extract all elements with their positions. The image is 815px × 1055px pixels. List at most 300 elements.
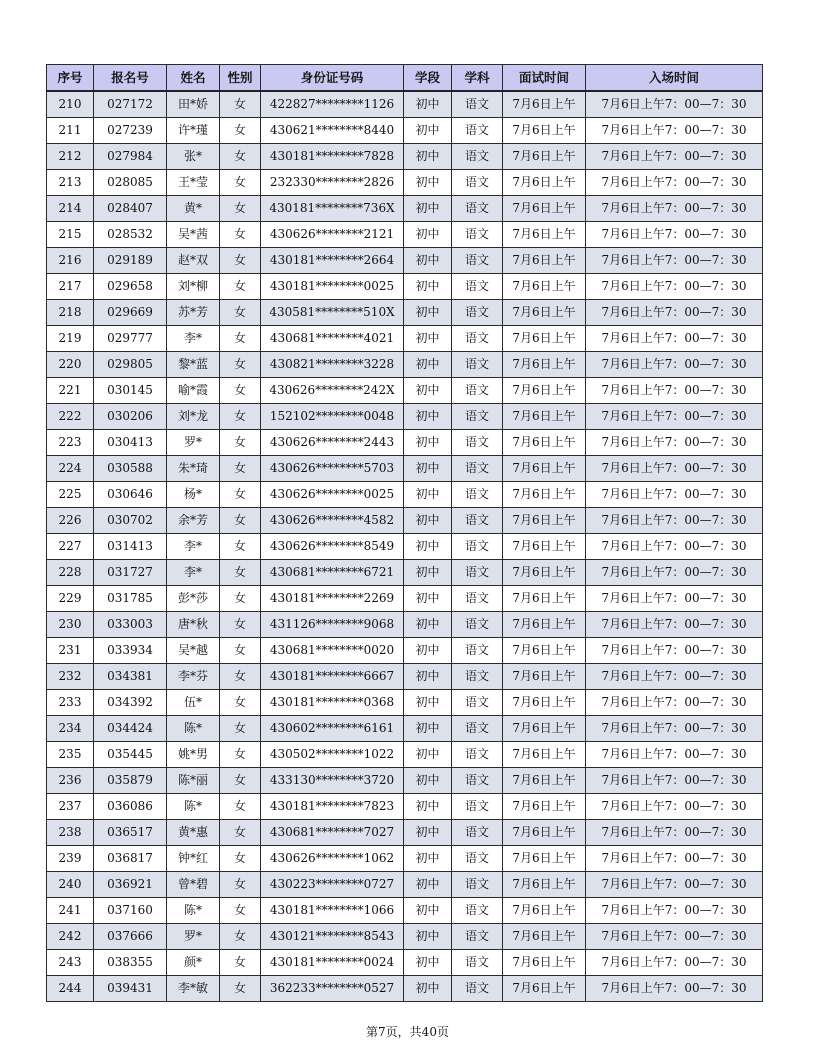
entry-time-cell: 7月6日上午7：00—7：30: [586, 638, 763, 664]
subject-cell: 语文: [452, 274, 503, 300]
entry-time-cell: 7月6日上午7：00—7：30: [586, 91, 763, 118]
gender-cell: 女: [220, 508, 261, 534]
name-cell: 喻*霞: [167, 378, 220, 404]
interview-time-cell: 7月6日上午: [503, 430, 586, 456]
table-row: [47, 144, 763, 170]
seq-cell: 235: [47, 742, 94, 768]
entry-time-cell: 7月6日上午7：00—7：30: [586, 144, 763, 170]
gender-cell: 女: [220, 326, 261, 352]
name-cell: 田*娇: [167, 91, 220, 118]
header-id-number: 身份证号码: [261, 65, 404, 92]
gender-cell: 女: [220, 586, 261, 612]
stage-cell: 初中: [404, 560, 452, 586]
table-header: [47, 65, 763, 92]
table-row: [47, 924, 763, 950]
seq-cell: 224: [47, 456, 94, 482]
name-cell: 姚*男: [167, 742, 220, 768]
stage-cell: 初中: [404, 716, 452, 742]
name-cell: 赵*双: [167, 248, 220, 274]
header-seq: 序号: [47, 65, 94, 92]
gender-cell: 女: [220, 404, 261, 430]
entry-time-cell: 7月6日上午7：00—7：30: [586, 898, 763, 924]
entry-time-cell: 7月6日上午7：00—7：30: [586, 300, 763, 326]
gender-cell: 女: [220, 924, 261, 950]
interview-time-cell: 7月6日上午: [503, 170, 586, 196]
name-cell: 陈*: [167, 898, 220, 924]
id-number-cell: 430681********6721: [261, 560, 404, 586]
reg-no-cell: 029669: [94, 300, 167, 326]
seq-cell: 214: [47, 196, 94, 222]
reg-no-cell: 037666: [94, 924, 167, 950]
name-cell: 李*: [167, 560, 220, 586]
stage-cell: 初中: [404, 118, 452, 144]
interview-time-cell: 7月6日上午: [503, 976, 586, 1002]
subject-cell: 语文: [452, 846, 503, 872]
interview-time-cell: 7月6日上午: [503, 482, 586, 508]
stage-cell: 初中: [404, 742, 452, 768]
interview-time-cell: 7月6日上午: [503, 846, 586, 872]
name-cell: 伍*: [167, 690, 220, 716]
reg-no-cell: 034381: [94, 664, 167, 690]
seq-cell: 211: [47, 118, 94, 144]
reg-no-cell: 036086: [94, 794, 167, 820]
seq-cell: 236: [47, 768, 94, 794]
gender-cell: 女: [220, 976, 261, 1002]
interview-time-cell: 7月6日上午: [503, 508, 586, 534]
reg-no-cell: 031785: [94, 586, 167, 612]
seq-cell: 244: [47, 976, 94, 1002]
seq-cell: 219: [47, 326, 94, 352]
interview-time-cell: 7月6日上午: [503, 118, 586, 144]
table-row: [47, 690, 763, 716]
table-row: [47, 248, 763, 274]
gender-cell: 女: [220, 91, 261, 118]
table-row: [47, 768, 763, 794]
reg-no-cell: 027172: [94, 91, 167, 118]
id-number-cell: 430626********0025: [261, 482, 404, 508]
interview-time-cell: 7月6日上午: [503, 222, 586, 248]
header-interview-time: 面试时间: [503, 65, 586, 92]
stage-cell: 初中: [404, 222, 452, 248]
subject-cell: 语文: [452, 248, 503, 274]
gender-cell: 女: [220, 768, 261, 794]
name-cell: 苏*芳: [167, 300, 220, 326]
stage-cell: 初中: [404, 248, 452, 274]
subject-cell: 语文: [452, 924, 503, 950]
seq-cell: 234: [47, 716, 94, 742]
seq-cell: 237: [47, 794, 94, 820]
id-number-cell: 431126********9068: [261, 612, 404, 638]
interview-time-cell: 7月6日上午: [503, 248, 586, 274]
gender-cell: 女: [220, 144, 261, 170]
table-body: [47, 91, 763, 1002]
seq-cell: 215: [47, 222, 94, 248]
candidate-roster-table: [46, 64, 763, 1002]
header-reg-no: 报名号: [94, 65, 167, 92]
reg-no-cell: 034424: [94, 716, 167, 742]
reg-no-cell: 029658: [94, 274, 167, 300]
subject-cell: 语文: [452, 534, 503, 560]
interview-time-cell: 7月6日上午: [503, 820, 586, 846]
table-row: [47, 664, 763, 690]
id-number-cell: 430181********2664: [261, 248, 404, 274]
entry-time-cell: 7月6日上午7：00—7：30: [586, 378, 763, 404]
id-number-cell: 430626********5703: [261, 456, 404, 482]
entry-time-cell: 7月6日上午7：00—7：30: [586, 872, 763, 898]
id-number-cell: 430181********0368: [261, 690, 404, 716]
id-number-cell: 430602********6161: [261, 716, 404, 742]
entry-time-cell: 7月6日上午7：00—7：30: [586, 690, 763, 716]
subject-cell: 语文: [452, 690, 503, 716]
name-cell: 黎*蓝: [167, 352, 220, 378]
gender-cell: 女: [220, 274, 261, 300]
table-row: [47, 950, 763, 976]
gender-cell: 女: [220, 378, 261, 404]
gender-cell: 女: [220, 846, 261, 872]
reg-no-cell: 037160: [94, 898, 167, 924]
reg-no-cell: 028407: [94, 196, 167, 222]
reg-no-cell: 033934: [94, 638, 167, 664]
interview-time-cell: 7月6日上午: [503, 378, 586, 404]
gender-cell: 女: [220, 196, 261, 222]
stage-cell: 初中: [404, 586, 452, 612]
table-row: [47, 170, 763, 196]
subject-cell: 语文: [452, 196, 503, 222]
entry-time-cell: 7月6日上午7：00—7：30: [586, 976, 763, 1002]
subject-cell: 语文: [452, 664, 503, 690]
table-row: [47, 872, 763, 898]
stage-cell: 初中: [404, 794, 452, 820]
seq-cell: 210: [47, 91, 94, 118]
interview-time-cell: 7月6日上午: [503, 274, 586, 300]
name-cell: 黄*: [167, 196, 220, 222]
stage-cell: 初中: [404, 170, 452, 196]
subject-cell: 语文: [452, 118, 503, 144]
stage-cell: 初中: [404, 664, 452, 690]
table-row: [47, 586, 763, 612]
name-cell: 张*: [167, 144, 220, 170]
interview-time-cell: 7月6日上午: [503, 768, 586, 794]
seq-cell: 216: [47, 248, 94, 274]
interview-time-cell: 7月6日上午: [503, 456, 586, 482]
subject-cell: 语文: [452, 404, 503, 430]
entry-time-cell: 7月6日上午7：00—7：30: [586, 248, 763, 274]
stage-cell: 初中: [404, 690, 452, 716]
reg-no-cell: 029189: [94, 248, 167, 274]
stage-cell: 初中: [404, 846, 452, 872]
gender-cell: 女: [220, 820, 261, 846]
name-cell: 陈*: [167, 716, 220, 742]
id-number-cell: 430681********4021: [261, 326, 404, 352]
interview-time-cell: 7月6日上午: [503, 300, 586, 326]
id-number-cell: 430121********8543: [261, 924, 404, 950]
gender-cell: 女: [220, 560, 261, 586]
gender-cell: 女: [220, 690, 261, 716]
interview-time-cell: 7月6日上午: [503, 716, 586, 742]
seq-cell: 228: [47, 560, 94, 586]
id-number-cell: 430581********510X: [261, 300, 404, 326]
name-cell: 杨*: [167, 482, 220, 508]
table-row: [47, 404, 763, 430]
table-row: [47, 118, 763, 144]
reg-no-cell: 029805: [94, 352, 167, 378]
subject-cell: 语文: [452, 482, 503, 508]
entry-time-cell: 7月6日上午7：00—7：30: [586, 924, 763, 950]
name-cell: 唐*秋: [167, 612, 220, 638]
table-row: [47, 352, 763, 378]
subject-cell: 语文: [452, 742, 503, 768]
subject-cell: 语文: [452, 950, 503, 976]
gender-cell: 女: [220, 170, 261, 196]
subject-cell: 语文: [452, 144, 503, 170]
stage-cell: 初中: [404, 196, 452, 222]
reg-no-cell: 035445: [94, 742, 167, 768]
id-number-cell: 430681********0020: [261, 638, 404, 664]
id-number-cell: 430181********6667: [261, 664, 404, 690]
interview-time-cell: 7月6日上午: [503, 794, 586, 820]
name-cell: 彭*莎: [167, 586, 220, 612]
id-number-cell: 430181********7823: [261, 794, 404, 820]
stage-cell: 初中: [404, 482, 452, 508]
seq-cell: 213: [47, 170, 94, 196]
id-number-cell: 430626********242X: [261, 378, 404, 404]
seq-cell: 212: [47, 144, 94, 170]
reg-no-cell: 034392: [94, 690, 167, 716]
table-row: [47, 638, 763, 664]
subject-cell: 语文: [452, 91, 503, 118]
reg-no-cell: 027239: [94, 118, 167, 144]
interview-time-cell: 7月6日上午: [503, 586, 586, 612]
seq-cell: 225: [47, 482, 94, 508]
entry-time-cell: 7月6日上午7：00—7：30: [586, 170, 763, 196]
seq-cell: 231: [47, 638, 94, 664]
seq-cell: 242: [47, 924, 94, 950]
table-row: [47, 222, 763, 248]
stage-cell: 初中: [404, 638, 452, 664]
table-row: [47, 378, 763, 404]
entry-time-cell: 7月6日上午7：00—7：30: [586, 560, 763, 586]
gender-cell: 女: [220, 872, 261, 898]
stage-cell: 初中: [404, 898, 452, 924]
subject-cell: 语文: [452, 586, 503, 612]
entry-time-cell: 7月6日上午7：00—7：30: [586, 404, 763, 430]
name-cell: 黄*惠: [167, 820, 220, 846]
subject-cell: 语文: [452, 508, 503, 534]
gender-cell: 女: [220, 950, 261, 976]
seq-cell: 226: [47, 508, 94, 534]
stage-cell: 初中: [404, 950, 452, 976]
name-cell: 刘*龙: [167, 404, 220, 430]
header-name: 姓名: [167, 65, 220, 92]
table-row: [47, 91, 763, 118]
name-cell: 李*敏: [167, 976, 220, 1002]
gender-cell: 女: [220, 300, 261, 326]
name-cell: 曾*碧: [167, 872, 220, 898]
subject-cell: 语文: [452, 326, 503, 352]
name-cell: 罗*: [167, 430, 220, 456]
stage-cell: 初中: [404, 534, 452, 560]
entry-time-cell: 7月6日上午7：00—7：30: [586, 742, 763, 768]
name-cell: 李*: [167, 534, 220, 560]
name-cell: 许*瑾: [167, 118, 220, 144]
gender-cell: 女: [220, 794, 261, 820]
interview-time-cell: 7月6日上午: [503, 872, 586, 898]
stage-cell: 初中: [404, 378, 452, 404]
interview-time-cell: 7月6日上午: [503, 612, 586, 638]
reg-no-cell: 027984: [94, 144, 167, 170]
subject-cell: 语文: [452, 560, 503, 586]
interview-time-cell: 7月6日上午: [503, 950, 586, 976]
id-number-cell: 433130********3720: [261, 768, 404, 794]
reg-no-cell: 036817: [94, 846, 167, 872]
id-number-cell: 430626********1062: [261, 846, 404, 872]
reg-no-cell: 030206: [94, 404, 167, 430]
gender-cell: 女: [220, 222, 261, 248]
reg-no-cell: 030702: [94, 508, 167, 534]
name-cell: 李*芬: [167, 664, 220, 690]
gender-cell: 女: [220, 612, 261, 638]
name-cell: 余*芳: [167, 508, 220, 534]
table-row: [47, 430, 763, 456]
entry-time-cell: 7月6日上午7：00—7：30: [586, 612, 763, 638]
seq-cell: 229: [47, 586, 94, 612]
table-row: [47, 456, 763, 482]
subject-cell: 语文: [452, 612, 503, 638]
entry-time-cell: 7月6日上午7：00—7：30: [586, 716, 763, 742]
interview-time-cell: 7月6日上午: [503, 664, 586, 690]
header-subject: 学科: [452, 65, 503, 92]
table-row: [47, 742, 763, 768]
id-number-cell: 152102********0048: [261, 404, 404, 430]
entry-time-cell: 7月6日上午7：00—7：30: [586, 794, 763, 820]
stage-cell: 初中: [404, 404, 452, 430]
stage-cell: 初中: [404, 612, 452, 638]
entry-time-cell: 7月6日上午7：00—7：30: [586, 586, 763, 612]
reg-no-cell: 028085: [94, 170, 167, 196]
table-row: [47, 612, 763, 638]
reg-no-cell: 029777: [94, 326, 167, 352]
interview-time-cell: 7月6日上午: [503, 898, 586, 924]
gender-cell: 女: [220, 638, 261, 664]
header-row: [47, 65, 763, 92]
subject-cell: 语文: [452, 352, 503, 378]
entry-time-cell: 7月6日上午7：00—7：30: [586, 352, 763, 378]
entry-time-cell: 7月6日上午7：00—7：30: [586, 456, 763, 482]
table-row: [47, 300, 763, 326]
id-number-cell: 430621********8440: [261, 118, 404, 144]
seq-cell: 217: [47, 274, 94, 300]
seq-cell: 218: [47, 300, 94, 326]
gender-cell: 女: [220, 898, 261, 924]
entry-time-cell: 7月6日上午7：00—7：30: [586, 664, 763, 690]
seq-cell: 223: [47, 430, 94, 456]
seq-cell: 220: [47, 352, 94, 378]
table-row: [47, 274, 763, 300]
table-row: [47, 794, 763, 820]
gender-cell: 女: [220, 742, 261, 768]
seq-cell: 227: [47, 534, 94, 560]
gender-cell: 女: [220, 430, 261, 456]
subject-cell: 语文: [452, 716, 503, 742]
reg-no-cell: 030588: [94, 456, 167, 482]
seq-cell: 239: [47, 846, 94, 872]
name-cell: 刘*柳: [167, 274, 220, 300]
table-row: [47, 482, 763, 508]
subject-cell: 语文: [452, 300, 503, 326]
id-number-cell: 430626********2443: [261, 430, 404, 456]
id-number-cell: 430181********7828: [261, 144, 404, 170]
name-cell: 吴*茜: [167, 222, 220, 248]
interview-time-cell: 7月6日上午: [503, 690, 586, 716]
gender-cell: 女: [220, 118, 261, 144]
table-row: [47, 976, 763, 1002]
subject-cell: 语文: [452, 456, 503, 482]
id-number-cell: 430181********1066: [261, 898, 404, 924]
reg-no-cell: 035879: [94, 768, 167, 794]
entry-time-cell: 7月6日上午7：00—7：30: [586, 222, 763, 248]
subject-cell: 语文: [452, 794, 503, 820]
header-stage: 学段: [404, 65, 452, 92]
subject-cell: 语文: [452, 222, 503, 248]
reg-no-cell: 031413: [94, 534, 167, 560]
reg-no-cell: 028532: [94, 222, 167, 248]
header-entry-time: 入场时间: [586, 65, 763, 92]
table-row: [47, 560, 763, 586]
page-number: 第7页，共40页: [366, 1025, 449, 1039]
subject-cell: 语文: [452, 976, 503, 1002]
interview-time-cell: 7月6日上午: [503, 534, 586, 560]
table-row: [47, 846, 763, 872]
id-number-cell: 362233********0527: [261, 976, 404, 1002]
table-row: [47, 196, 763, 222]
stage-cell: 初中: [404, 144, 452, 170]
reg-no-cell: 031727: [94, 560, 167, 586]
gender-cell: 女: [220, 248, 261, 274]
seq-cell: 240: [47, 872, 94, 898]
stage-cell: 初中: [404, 352, 452, 378]
reg-no-cell: 036921: [94, 872, 167, 898]
name-cell: 王*莹: [167, 170, 220, 196]
gender-cell: 女: [220, 716, 261, 742]
seq-cell: 221: [47, 378, 94, 404]
gender-cell: 女: [220, 352, 261, 378]
interview-time-cell: 7月6日上午: [503, 91, 586, 118]
entry-time-cell: 7月6日上午7：00—7：30: [586, 768, 763, 794]
id-number-cell: 430821********3228: [261, 352, 404, 378]
stage-cell: 初中: [404, 91, 452, 118]
reg-no-cell: 030413: [94, 430, 167, 456]
stage-cell: 初中: [404, 820, 452, 846]
subject-cell: 语文: [452, 820, 503, 846]
seq-cell: 241: [47, 898, 94, 924]
id-number-cell: 430181********2269: [261, 586, 404, 612]
table-row: [47, 534, 763, 560]
entry-time-cell: 7月6日上午7：00—7：30: [586, 482, 763, 508]
subject-cell: 语文: [452, 638, 503, 664]
entry-time-cell: 7月6日上午7：00—7：30: [586, 274, 763, 300]
seq-cell: 243: [47, 950, 94, 976]
table-row: [47, 508, 763, 534]
subject-cell: 语文: [452, 898, 503, 924]
name-cell: 颜*: [167, 950, 220, 976]
id-number-cell: 232330********2826: [261, 170, 404, 196]
reg-no-cell: 030145: [94, 378, 167, 404]
name-cell: 钟*红: [167, 846, 220, 872]
stage-cell: 初中: [404, 456, 452, 482]
stage-cell: 初中: [404, 976, 452, 1002]
name-cell: 李*: [167, 326, 220, 352]
id-number-cell: 430502********1022: [261, 742, 404, 768]
